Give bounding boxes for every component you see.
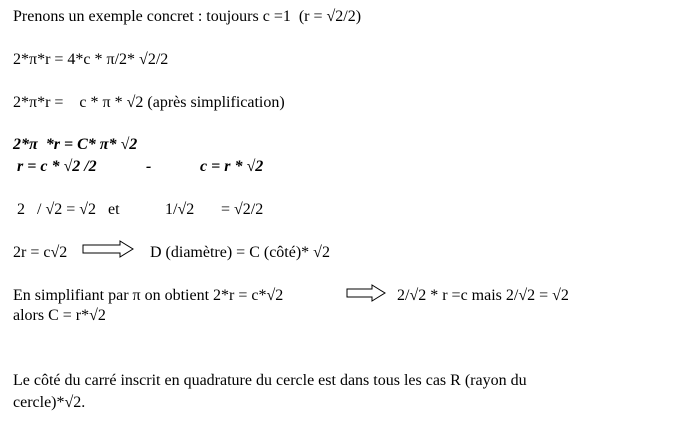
line-equation-1: 2*π*r = 4*c * π/2* √2/2: [13, 51, 169, 68]
line-conclusion-formula: alors C = r*√2: [13, 307, 106, 324]
line-final-statement-cont: cercle)*√2.: [13, 394, 86, 411]
line-equation-5c: = √2/2: [221, 201, 264, 218]
line-equation-5a: 2 / √2 = √2 et: [17, 201, 120, 218]
line-simplification-result: 2/√2 * r =c mais 2/√2 = √2: [397, 287, 569, 304]
line-equation-3: 2*π *r = C* π* √2: [13, 136, 138, 153]
line-final-statement: Le côté du carré inscrit en quadrature du cercle est dans tous les cas R (rayon du: [13, 372, 527, 389]
line-equation-4b: c = r * √2: [200, 158, 264, 175]
line-equation-4-dash: -: [146, 158, 152, 175]
line-simplification: En simplifiant par π on obtient 2*r = c*√2: [13, 287, 284, 304]
line-equation-5b: 1/√2: [165, 201, 195, 218]
right-arrow-icon: [82, 240, 134, 258]
line-equation-6b: D (diamètre) = C (côté)* √2: [150, 244, 330, 261]
line-equation-2: 2*π*r = c * π * √2 (après simplification): [13, 94, 285, 111]
right-arrow-icon: [346, 284, 386, 302]
line-example-intro: Prenons un exemple concret : toujours c =1 (r = √2/2): [13, 8, 362, 25]
line-equation-4a: r = c * √2 /2: [13, 158, 97, 175]
line-equation-6a: 2r = c√2: [13, 244, 68, 261]
